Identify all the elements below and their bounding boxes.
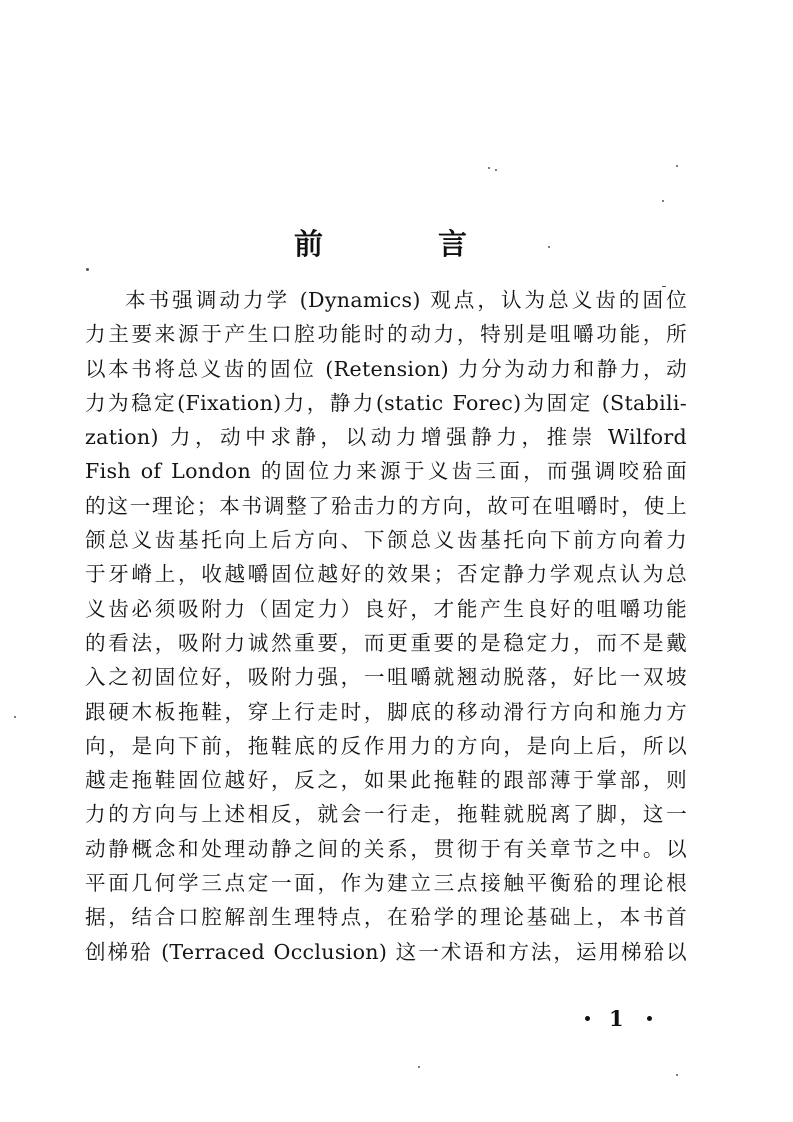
text-line: 以本书将总义齿的固位 (Retension) 力分为动力和静力，动 [85, 356, 687, 381]
title-char-2: 言 [438, 227, 468, 261]
bullet-dot-icon [585, 1016, 590, 1021]
text-line: 据，结合口腔解剖生理特点，在𬌗学的理论基础上，本书首 [85, 905, 687, 930]
text-line: 入之初固位好，吸附力强，一咀嚼就翘动脱落，好比一双坡 [85, 665, 687, 690]
text-line: 跟硬木板拖鞋，穿上行走时，脚底的移动滑行方向和施力方 [85, 699, 687, 724]
scan-speck [662, 286, 666, 287]
scan-speck [418, 1066, 420, 1068]
text-line: 本书强调动力学 (Dynamics) 观点，认为总义齿的固位 [125, 288, 687, 312]
scan-speck [14, 716, 16, 718]
scan-speck [548, 246, 550, 248]
bullet-dot-icon [647, 1016, 652, 1021]
text-line: 义齿必须吸附力（固定力）良好，才能产生良好的咀嚼功能 [85, 596, 687, 621]
text-line: 平面几何学三点定一面，作为建立三点接触平衡𬌗的理论根 [85, 871, 687, 896]
text-line: 力为稳定(Fixation)力，静力(static Forec)为固定 (Stabili- [85, 390, 687, 415]
scan-speck [676, 1074, 678, 1076]
text-line: 力主要来源于产生口腔功能时的动力，特别是咀嚼功能，所 [85, 322, 687, 347]
text-line: Fish of London 的固位力来源于义齿三面，而强调咬𬌗面 [85, 459, 687, 484]
text-line: 的这一理论；本书调整了𬌗击力的方向，故可在咀嚼时，使上 [85, 493, 687, 518]
scan-speck [676, 165, 678, 167]
text-line: 越走拖鞋固位越好，反之，如果此拖鞋的跟部薄于掌部，则 [85, 768, 687, 793]
text-line: 的看法，吸附力诚然重要，而更重要的是稳定力，而不是戴 [85, 630, 687, 655]
text-line: 创梯𬌗 (Terraced Occlusion) 这一术语和方法，运用梯𬌗以 [85, 939, 687, 964]
title-char-1: 前 [294, 227, 324, 261]
scan-speck [662, 200, 664, 202]
scan-speck [488, 167, 490, 169]
scan-speck [495, 169, 497, 171]
page-number [567, 1004, 677, 1034]
preface-paragraph [85, 283, 687, 969]
scan-speck [86, 268, 89, 271]
page-number-value: 1 [609, 1006, 624, 1031]
text-line: 颌总义齿基托向上后方向、下颌总义齿基托向下前方向着力 [85, 528, 687, 553]
text-line: 于牙嵴上，收越嚼固位越好的效果；否定静力学观点认为总 [85, 562, 687, 587]
page-title [0, 222, 793, 266]
text-line: 向，是向下前，拖鞋底的反作用力的方向，是向上后，所以 [85, 733, 687, 758]
text-line: 力的方向与上述相反，就会一行走，拖鞋就脱离了脚，这一 [85, 802, 687, 827]
text-line: zation) 力，动中求静，以动力增强静力，推崇 Wilford [85, 425, 687, 450]
text-line: 动静概念和处理动静之间的关系，贯彻于有关章节之中。以 [85, 836, 687, 861]
